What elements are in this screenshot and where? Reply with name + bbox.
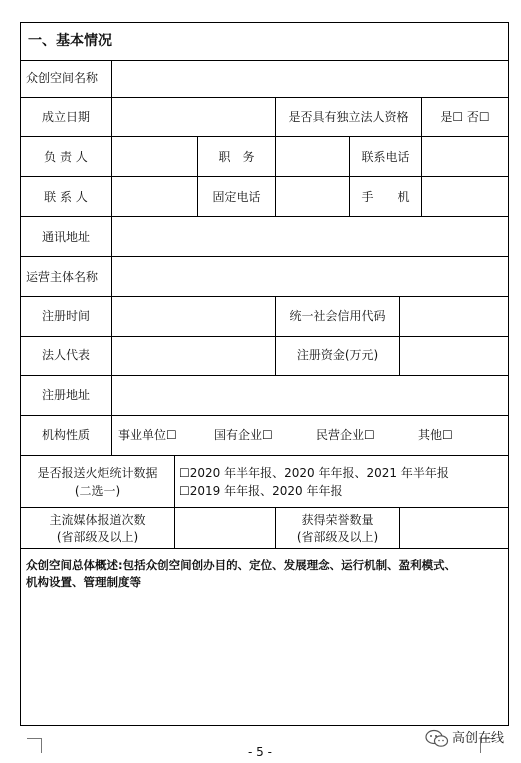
section-title: 一、基本情况 [28, 33, 112, 49]
row-divider [20, 336, 509, 337]
overview-heading: 众创空间总体概述:包括众创空间创办目的、定位、发展理念、运行机制、盈利模式、 [26, 558, 457, 572]
wechat-icon [425, 729, 449, 749]
label-space-name: 众创空间名称 [26, 71, 99, 85]
label-reg-time: 注册时间 [41, 309, 90, 323]
page-number: - 5 - [248, 745, 272, 759]
label-contact-phone: 联系电话 [361, 150, 410, 164]
label-position: 职 务 [218, 150, 255, 164]
label-org-nature: 机构性质 [41, 428, 90, 442]
col-divider [174, 455, 175, 548]
col-divider [197, 136, 198, 216]
label-torch-stats: 是否报送火炬统计数据 [37, 466, 158, 480]
option-private-enterprise[interactable]: 民营企业☐ [316, 428, 375, 442]
col-divider [421, 136, 422, 216]
option-other[interactable]: 其他☐ [418, 428, 453, 442]
row-divider [20, 375, 509, 376]
label-operator-name: 运营主体名称 [26, 270, 99, 284]
label-independent-legal: 是否具有独立法人资格 [288, 110, 409, 124]
label-legal-rep: 法人代表 [41, 348, 90, 362]
crop-mark [27, 738, 42, 753]
label-reg-address: 注册地址 [41, 388, 90, 402]
row-divider [20, 60, 509, 61]
label-founded-date: 成立日期 [41, 110, 90, 124]
row-divider [20, 415, 509, 416]
label-reg-capital: 注册资金(万元) [296, 348, 379, 362]
row-divider [20, 97, 509, 98]
col-divider [349, 136, 350, 216]
option-public-institution[interactable]: 事业单位☐ [118, 428, 177, 442]
label-mailing-address: 通讯地址 [41, 230, 90, 244]
row-divider [20, 548, 509, 549]
legal-yes-no-checkbox[interactable]: 是☐ 否☐ [440, 110, 490, 124]
label-person-in-charge: 负 责 人 [44, 150, 88, 164]
label-mobile: 手 机 [361, 190, 410, 204]
label-credit-code: 统一社会信用代码 [289, 309, 386, 323]
option-torch-2021[interactable]: ☐2020 年半年报、2020 年年报、2021 年半年报 [179, 466, 449, 480]
label-torch-choose: (二选一) [74, 484, 121, 498]
row-divider [20, 507, 509, 508]
label-honors-level: (省部级及以上) [296, 530, 379, 544]
row-divider [20, 256, 509, 257]
row-divider [20, 176, 509, 177]
option-torch-2020[interactable]: ☐2019 年年报、2020 年年报 [179, 484, 343, 498]
form-table [20, 22, 509, 726]
row-divider [20, 296, 509, 297]
col-divider [111, 60, 112, 455]
label-contact-person: 联 系 人 [44, 190, 88, 204]
row-divider [20, 216, 509, 217]
row-divider [20, 455, 509, 456]
label-media-level: (省部级及以上) [56, 530, 139, 544]
label-honors: 获得荣誉数量 [301, 513, 374, 527]
overview-heading-cont: 机构设置、管理制度等 [26, 575, 141, 589]
watermark-text: 高创在线 [452, 731, 505, 746]
option-state-enterprise[interactable]: 国有企业☐ [214, 428, 273, 442]
col-divider [399, 507, 400, 548]
row-divider [20, 136, 509, 137]
col-divider [399, 296, 400, 375]
col-divider [275, 296, 276, 375]
label-media-reports: 主流媒体报道次数 [49, 513, 146, 527]
label-landline: 固定电话 [212, 190, 261, 204]
